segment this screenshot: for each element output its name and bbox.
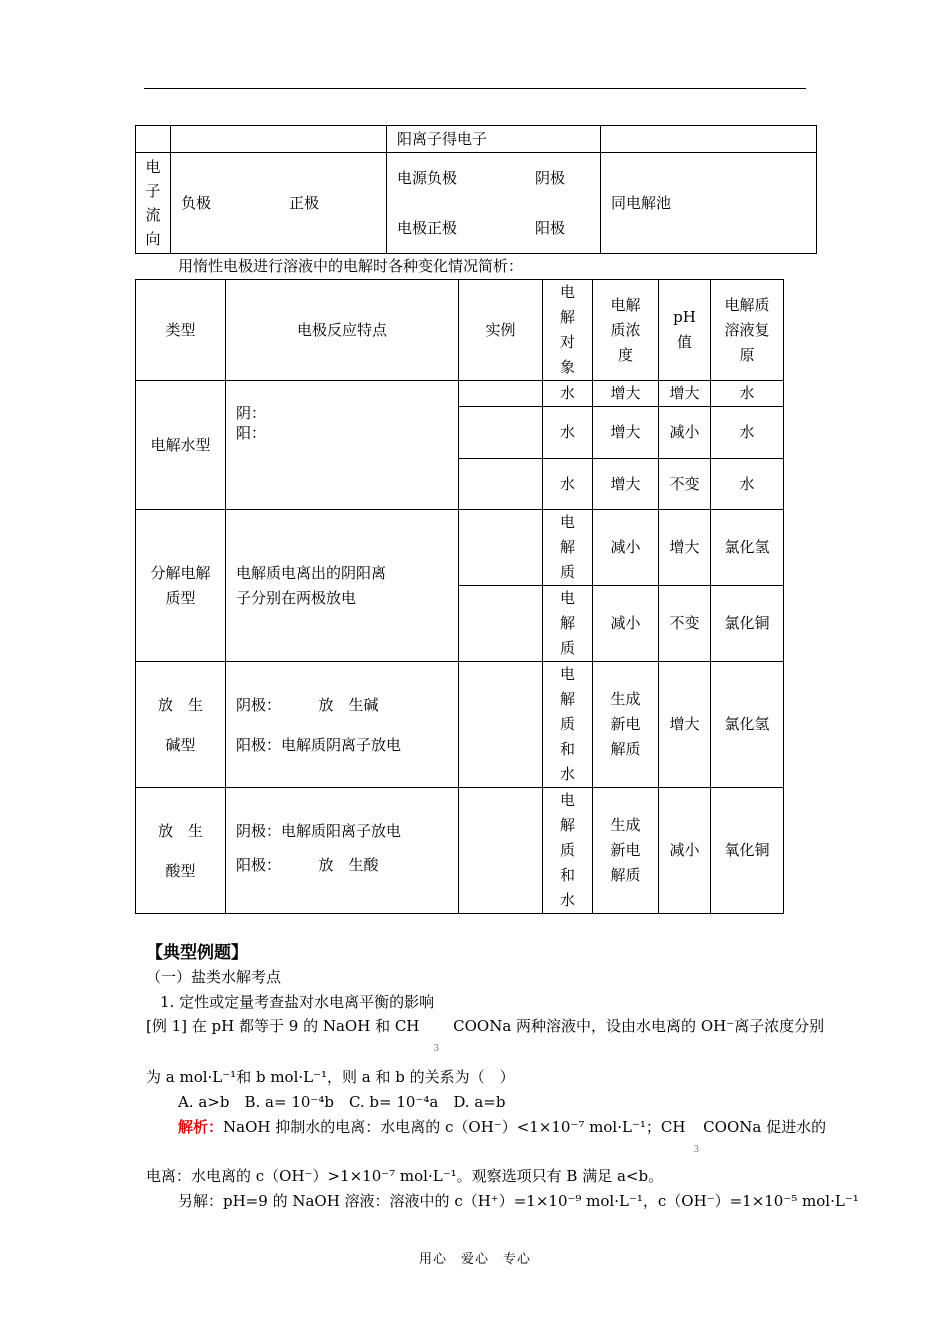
cathode-text: 阴： bbox=[236, 404, 267, 422]
table-cell: 阳离子得电子 bbox=[387, 126, 601, 153]
type-text: 酸型 bbox=[165, 861, 196, 880]
question-text: [例 1] 在 pH 都等于 9 的 NaOH 和 CH bbox=[146, 1017, 420, 1035]
example-cell bbox=[459, 407, 543, 459]
type-text: 放 生 bbox=[157, 821, 203, 840]
anode-text: 阳极： 放 生酸 bbox=[236, 856, 379, 874]
type-water: 电解水型 bbox=[136, 381, 226, 510]
item-title: 1. 定性或定量考查盐对水电离平衡的影响 bbox=[160, 993, 435, 1011]
ph-cell: 减小 bbox=[659, 788, 711, 914]
feature-water: 阴： 阳： bbox=[226, 381, 459, 510]
object-cell bbox=[543, 788, 593, 914]
feature-acid bbox=[226, 788, 459, 914]
type-base bbox=[136, 662, 226, 788]
restore-cell: 水 bbox=[711, 459, 784, 510]
question-text: COONa 两种溶液中，设由水电离的 OH⁻离子浓度分别 bbox=[453, 1017, 825, 1035]
analysis-line-2: 电离：水电离的 c（OH⁻）>1×10⁻⁷ mol·L⁻¹。观察选项只有 B 满足 a<b。 bbox=[146, 1167, 664, 1185]
cell-text: 负极 bbox=[181, 193, 212, 212]
header-text: 电解质浓度 bbox=[610, 295, 641, 364]
ph-cell: 增大 bbox=[659, 381, 711, 407]
conc-cell bbox=[593, 662, 659, 788]
conc-cell: 增大 bbox=[593, 407, 659, 459]
conc-cell: 增大 bbox=[593, 381, 659, 407]
object-text: 电解质 bbox=[559, 589, 575, 657]
example-cell bbox=[459, 459, 543, 510]
alt-solution-line: 另解：pH=9 的 NaOH 溶液：溶液中的 c（H⁺）=1×10⁻⁹ mol·L⁻¹，c（OH⁻）=1×10⁻⁵ mol·L⁻¹ bbox=[178, 1192, 859, 1210]
restore-cell: 水 bbox=[711, 407, 784, 459]
cathode-text: 阴极： 放 生碱 bbox=[236, 695, 379, 714]
restore-cell: 氯化氢 bbox=[711, 662, 784, 788]
analysis-label: 解析： bbox=[178, 1118, 224, 1136]
example-cell bbox=[459, 381, 543, 407]
anode-text: 阳极：电解质阴离子放电 bbox=[236, 735, 402, 754]
feature-decomp bbox=[226, 510, 459, 662]
header-rule bbox=[144, 88, 806, 89]
example-cell bbox=[459, 662, 543, 788]
section-heading: 【典型例题】 bbox=[146, 943, 248, 963]
cell-text: 电源负极 bbox=[397, 169, 458, 187]
header-conc bbox=[593, 280, 659, 381]
subscript: 3 bbox=[433, 1044, 440, 1054]
ph-cell: 增大 bbox=[659, 662, 711, 788]
conc-text: 生成新电解质 bbox=[610, 690, 641, 758]
question-line-2: 为 a mol·L⁻¹和 b mol·L⁻¹，则 a 和 b 的关系为（ ） bbox=[146, 1068, 515, 1086]
header-ph bbox=[659, 280, 711, 381]
table-cell bbox=[601, 126, 817, 153]
analysis-line-1 bbox=[178, 1117, 827, 1155]
object-text: 电解质和水 bbox=[559, 665, 575, 783]
table-top bbox=[135, 125, 817, 254]
ph-cell: 减小 bbox=[659, 407, 711, 459]
table-cell bbox=[387, 153, 601, 254]
object-cell: 水 bbox=[543, 407, 593, 459]
vertical-label: 电子流向 bbox=[145, 157, 161, 248]
header-type: 类型 bbox=[136, 280, 226, 381]
table-cell bbox=[171, 153, 387, 254]
object-cell bbox=[543, 510, 593, 586]
header-feature: 电极反应特点 bbox=[226, 280, 459, 381]
object-cell bbox=[543, 662, 593, 788]
example-cell bbox=[459, 586, 543, 662]
ph-cell: 不变 bbox=[659, 459, 711, 510]
cathode-text: 阴极：电解质阳离子放电 bbox=[236, 822, 402, 840]
question-options: A. a>b B. a= 10⁻⁴b C. b= 10⁻⁴a D. a=b bbox=[178, 1093, 506, 1111]
feature-base bbox=[226, 662, 459, 788]
table-cell bbox=[171, 126, 387, 153]
example-cell bbox=[459, 510, 543, 586]
object-cell: 水 bbox=[543, 381, 593, 407]
object-cell: 水 bbox=[543, 459, 593, 510]
conc-cell: 减小 bbox=[593, 510, 659, 586]
object-text: 电解质和水 bbox=[559, 791, 575, 909]
analysis-text: COONa 促进水的 bbox=[703, 1118, 827, 1136]
example-cell bbox=[459, 788, 543, 914]
restore-cell: 氯化铜 bbox=[711, 586, 784, 662]
question-line-1 bbox=[146, 1016, 825, 1054]
object-text: 电解质 bbox=[559, 513, 575, 581]
cell-text: 电极正极 bbox=[397, 219, 458, 237]
intro-text: 用惰性电极进行溶液中的电解时各种变化情况简析： bbox=[178, 257, 524, 275]
page-footer: 用心 爱心 专心 bbox=[418, 1252, 531, 1267]
header-text: 电解对象 bbox=[559, 283, 575, 376]
table-electrolysis bbox=[135, 279, 784, 914]
type-text: 放 生 bbox=[157, 695, 203, 714]
object-cell bbox=[543, 586, 593, 662]
type-text: 碱型 bbox=[165, 735, 196, 754]
header-example: 实例 bbox=[459, 280, 543, 381]
type-acid bbox=[136, 788, 226, 914]
table-cell bbox=[136, 126, 171, 153]
cell-text: 正极 bbox=[289, 193, 320, 212]
restore-cell: 氯化氢 bbox=[711, 510, 784, 586]
feature-text: 电解质电离出的阴阳离子分别在两极放电 bbox=[236, 563, 387, 607]
subscript: 3 bbox=[693, 1145, 700, 1155]
type-text: 分解电解质型 bbox=[150, 563, 211, 607]
cell-text: 阴极 bbox=[535, 169, 566, 187]
conc-cell bbox=[593, 788, 659, 914]
header-restore bbox=[711, 280, 784, 381]
header-text: pH值 bbox=[673, 308, 696, 351]
conc-cell: 减小 bbox=[593, 586, 659, 662]
header-object bbox=[543, 280, 593, 381]
table-cell: 同电解池 bbox=[601, 153, 817, 254]
ph-cell: 不变 bbox=[659, 586, 711, 662]
conc-text: 生成新电解质 bbox=[610, 816, 641, 884]
table-cell-vertical-label bbox=[136, 153, 171, 254]
type-decomp bbox=[136, 510, 226, 662]
conc-cell: 增大 bbox=[593, 459, 659, 510]
restore-cell: 氧化铜 bbox=[711, 788, 784, 914]
subsection-title: （一）盐类水解考点 bbox=[146, 968, 282, 986]
ph-cell: 增大 bbox=[659, 510, 711, 586]
analysis-text: NaOH 抑制水的电离：水电离的 c（OH⁻）<1×10⁻⁷ mol·L⁻¹；CH bbox=[223, 1118, 686, 1136]
header-text: 电解质溶液复原 bbox=[724, 295, 770, 364]
cell-text: 阳极 bbox=[535, 219, 566, 237]
restore-cell: 水 bbox=[711, 381, 784, 407]
